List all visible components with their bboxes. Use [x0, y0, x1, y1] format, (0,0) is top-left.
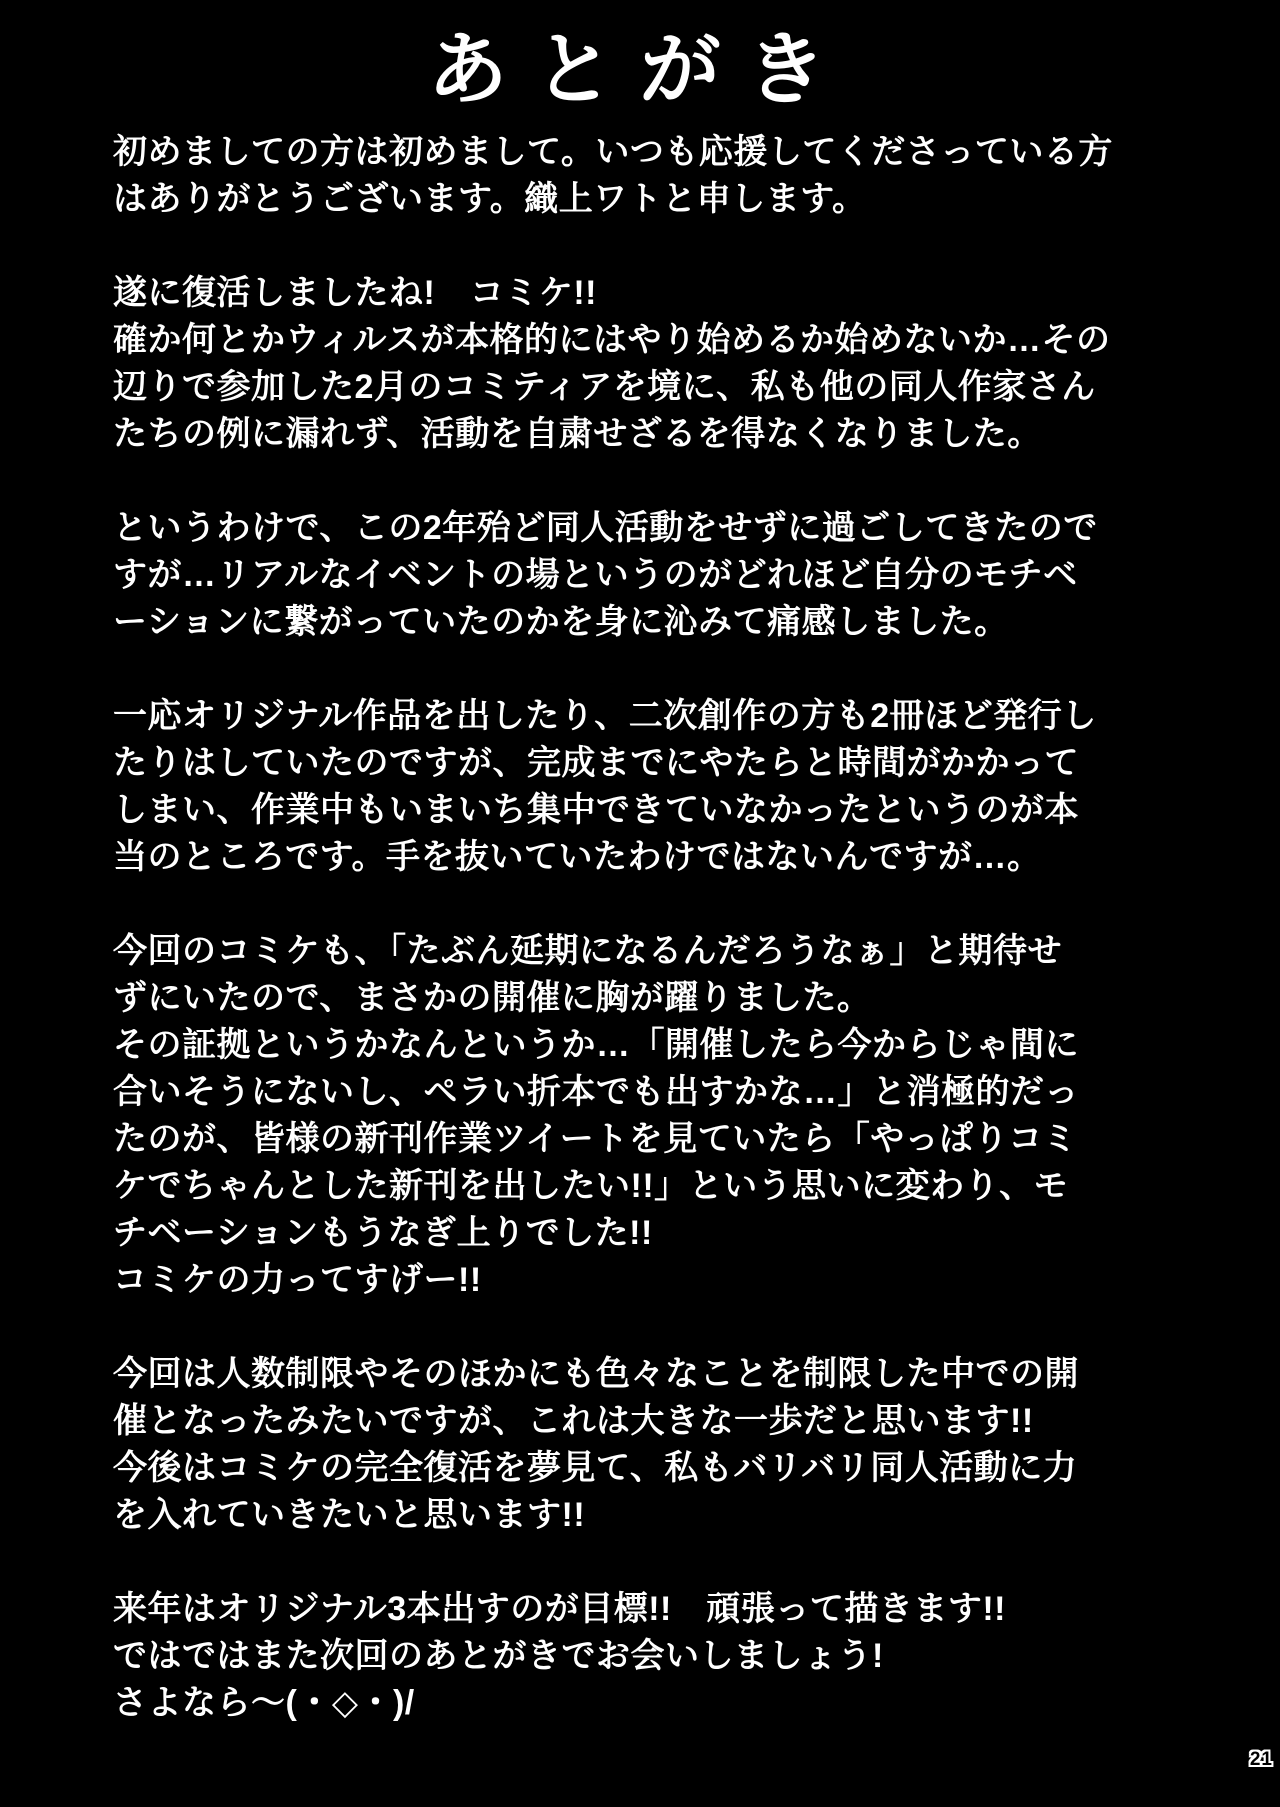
afterword-line: 合いそうにないし、ペラい折本でも出すかな…」と消極的だっ [113, 1073, 1079, 1111]
afterword-line: すが…リアルなイベントの場というのがどれほど自分のモチベ [113, 556, 1078, 594]
afterword-line: を入れていきたいと思います!! [113, 1496, 586, 1534]
paragraph [113, 693, 1190, 881]
afterword-line: さよなら～(・◇・)/ [113, 1684, 415, 1722]
afterword-line: たちの例に漏れず、活動を自粛せざるを得なくなりました。 [113, 415, 1042, 453]
paragraph [113, 129, 1190, 223]
afterword-line: ずにいたので、まさかの開催に胸が躍りました。 [113, 979, 872, 1017]
afterword-line: 当のところです。手を抜いていたわけではないんですが…。 [113, 838, 1042, 876]
afterword-line: しまい、作業中もいまいち集中できていなかったというのが本 [113, 791, 1079, 829]
afterword-line: ーションに繋がっていたのかを身に沁みて痛感しました。 [113, 603, 1009, 641]
afterword-line: 来年はオリジナル3本出すのが目標!! 頑張って描きます!! [113, 1590, 1006, 1628]
afterword-line: たのが、皆様の新刊作業ツイートを見ていたら「やっぱりコミ [113, 1120, 1078, 1158]
page-number: 21 [1249, 1749, 1273, 1770]
paragraph [113, 505, 1190, 646]
afterword-line: ケでちゃんとした新刊を出したい!!」という思いに変わり、モ [113, 1167, 1069, 1205]
paragraph [113, 270, 1190, 458]
afterword-line: ではではまた次回のあとがきでお会いしましょう! [113, 1637, 884, 1675]
paragraph [113, 928, 1190, 1304]
afterword-line: チベーションもうなぎ上りでした!! [113, 1214, 653, 1252]
afterword-line: 今回のコミケも、「たぶん延期になるんだろうなぁ」と期待せ [113, 932, 1062, 970]
afterword-line: コミケの力ってすげー!! [113, 1261, 482, 1299]
afterword-line: 催となったみたいですが、これは大きな一歩だと思います!! [113, 1402, 1034, 1440]
afterword-line: 遂に復活しましたね! コミケ!! [113, 274, 597, 312]
paragraph [113, 1351, 1190, 1539]
afterword-line: 今後はコミケの完全復活を夢見て、私もバリバリ同人活動に力 [113, 1449, 1078, 1487]
afterword-line: 今回は人数制限やそのほかにも色々なことを制限した中での開 [113, 1355, 1079, 1393]
afterword-line: 初めましての方は初めまして。いつも応援してくださっている方 [113, 133, 1113, 171]
afterword-line: 一応オリジナル作品を出したり、二次創作の方も2冊ほど発行し [113, 697, 1097, 735]
paragraph [113, 1586, 1190, 1727]
afterword-line: たりはしていたのですが、完成までにやたらと時間がかかって [113, 744, 1079, 782]
afterword-line: その証拠というかなんというか…「開催したら今からじゃ間に [113, 1026, 1079, 1064]
afterword-line: 確か何とかウィルスが本格的にはやり始めるか始めないか…その [113, 321, 1111, 359]
afterword-body [113, 129, 1190, 1727]
afterword-line: 辺りで参加した2月のコミティアを境に、私も他の同人作家さん [113, 368, 1096, 406]
afterword-line: というわけで、この2年殆ど同人活動をせずに過ごしてきたので [113, 509, 1098, 547]
page-title: あとがき [426, 25, 854, 114]
afterword-line: はありがとうございます。織上ワトと申します。 [113, 180, 867, 218]
